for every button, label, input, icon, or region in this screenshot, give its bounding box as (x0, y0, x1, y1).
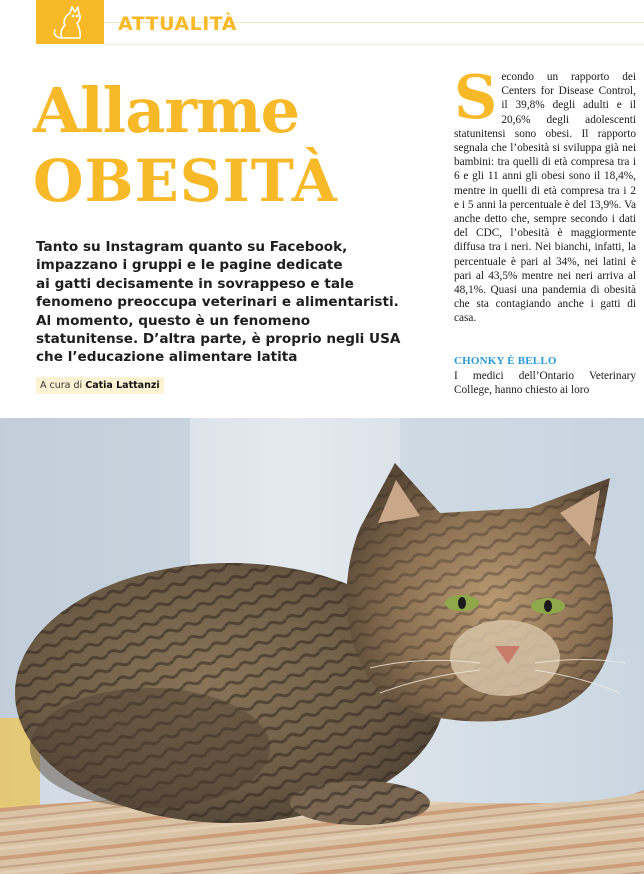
lede-paragraph (36, 238, 408, 367)
article-column (454, 63, 636, 326)
byline-prefix: A cura di (40, 380, 83, 391)
lede-line: Tanto su Instagram quanto su Facebook, (36, 239, 348, 255)
lede-line: che l’educazione alimentare latita (36, 349, 298, 366)
tabby-cat-photo (0, 418, 644, 874)
header-rule-bottom (104, 44, 644, 45)
lede-line: ai gatti decisamente in sovrappeso e tale (36, 275, 354, 292)
cat-icon (50, 4, 90, 42)
byline-author: Catia Lattanzi (85, 380, 160, 391)
section-label: ATTUALITÀ (118, 13, 238, 35)
drop-cap: S (454, 63, 498, 133)
headline-line-2: OBESITÀ (33, 147, 338, 215)
lede-line: impazzano i gruppi e le pagine dedicate (36, 257, 343, 274)
lede-line: Al momento, questo è un fenomeno (36, 312, 311, 329)
article-subheading: CHONKY È BELLO (454, 355, 557, 367)
section-badge (36, 0, 104, 44)
lede-line: fenomeno preoccupa veterinari e alimentaristi. (36, 294, 399, 311)
article-paragraph-1: econdo un rapporto dei Centers for Disease Control, il 39,8% degli adulti e il 20,6% degli adolescenti statunitensi sono obesi. Il rapporto segnala che l’obesità si sviluppa già nei bambini: tra quelli di età compresa tra i 6 e gli 11 anni gli obesi sono il 18,4%, mentre in quelli di età compresa tra i 2 e i 5 anni la percentuale è del 13,9%. Va anche detto che, sempre secondo i dati del CDC, l’obesità è maggiormente diffusa tra i neri. Nei bianchi, infatti, la percentuale è pari al 34%, nei latini è pari al 43,5% mentre nei neri arriva al 48,1%. Quasi una pandemia di obesità che sta contagiando anche i gatti di casa. (454, 71, 636, 325)
headline-line-1: Allarme (33, 74, 300, 147)
byline (36, 377, 164, 394)
section-header (0, 0, 644, 44)
article-paragraph-2: I medici dell’Ontario Veterinary College, hanno chiesto ai loro (454, 370, 636, 397)
lede-line: statunitense. D’altra parte, è proprio negli USA (36, 331, 401, 348)
cat-illustration (0, 418, 644, 874)
